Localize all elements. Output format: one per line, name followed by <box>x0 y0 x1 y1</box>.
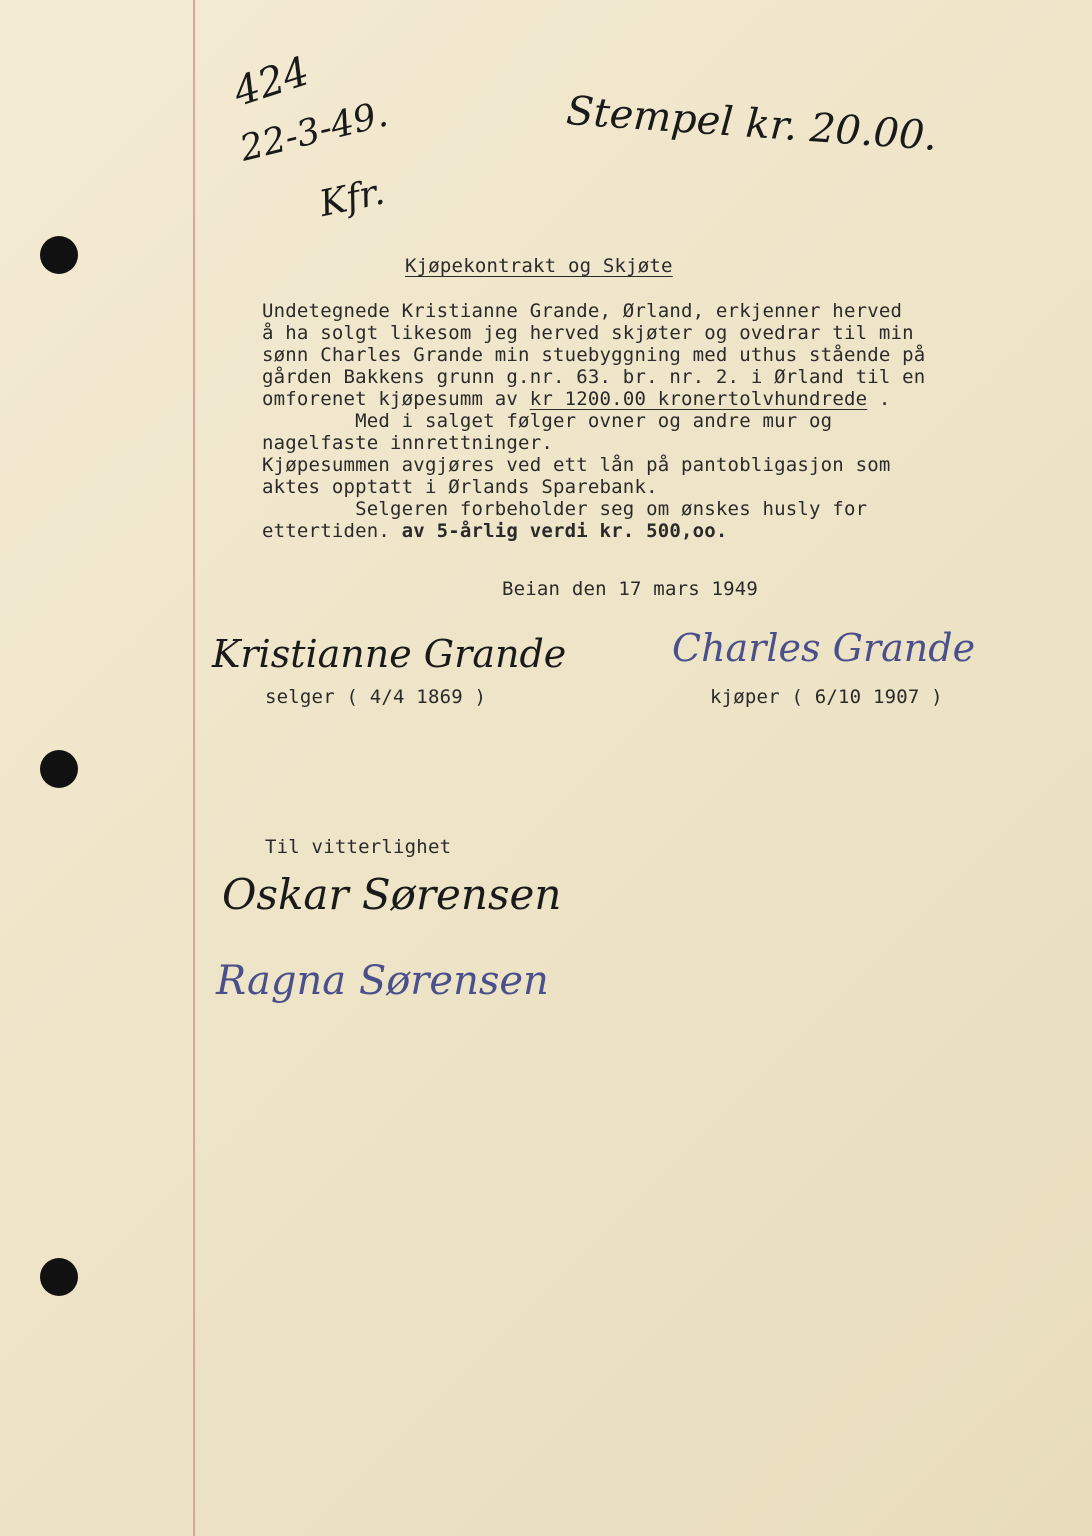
body-line-4: gården Bakkens grunn g.nr. 63. br. nr. 2. i Ørland til en <box>262 366 926 388</box>
body-line-1: Undetegnede Kristianne Grande, Ørland, erkjenner herved <box>262 300 903 322</box>
body-line-10: Selgeren forbeholder seg om ønskes husly for <box>262 498 868 520</box>
registration-date: 22-3-49. <box>236 93 392 170</box>
witness-heading: Til vitterlighet <box>265 836 452 858</box>
body-line-5 <box>262 388 891 410</box>
witness-2-signature: Ragna Sørensen <box>216 958 549 1004</box>
body-line-3: sønn Charles Grande min stuebyggning med uthus stående på <box>262 344 926 366</box>
body-line-8: Kjøpesummen avgjøres ved ett lån på pantobligasjon som <box>262 454 891 476</box>
document-number: 424 <box>228 48 315 116</box>
place-and-date: Beian den 17 mars 1949 <box>502 578 759 600</box>
body-line-11 <box>262 520 728 542</box>
margin-line <box>193 0 195 1536</box>
annual-value-note: av 5-årlig verdi kr. 500,oo. <box>401 520 728 542</box>
body-line-6: Med i salget følger ovner og andre mur og <box>262 410 833 432</box>
seller-label: selger ( 4/4 1869 ) <box>265 686 487 708</box>
body-line-5-end: . <box>867 388 891 410</box>
witness-1-signature: Oskar Sørensen <box>222 870 562 919</box>
punch-hole <box>40 1258 78 1296</box>
punch-hole <box>40 236 78 274</box>
body-line-5-lead: omforenet kjøpesumm av <box>262 388 530 410</box>
purchase-amount: kr 1200.00 kronertolvhundrede <box>529 388 868 410</box>
body-line-2: å ha solgt likesom jeg herved skjøter og ovedrar til min <box>262 322 914 344</box>
body-line-11-lead: ettertiden. <box>262 520 402 542</box>
registrar-initials: Kfr. <box>316 171 389 226</box>
seller-signature: Kristianne Grande <box>212 632 567 676</box>
body-line-7: nagelfaste innrettninger. <box>262 432 553 454</box>
body-line-9: aktes opptatt i Ørlands Sparebank. <box>262 476 658 498</box>
buyer-label: kjøper ( 6/10 1907 ) <box>710 686 943 708</box>
stamp-duty-note: Stempel kr. 20.00. <box>564 88 939 160</box>
punch-hole <box>40 750 78 788</box>
document-title: Kjøpekontrakt og Skjøte <box>405 255 673 277</box>
buyer-signature: Charles Grande <box>672 626 976 670</box>
